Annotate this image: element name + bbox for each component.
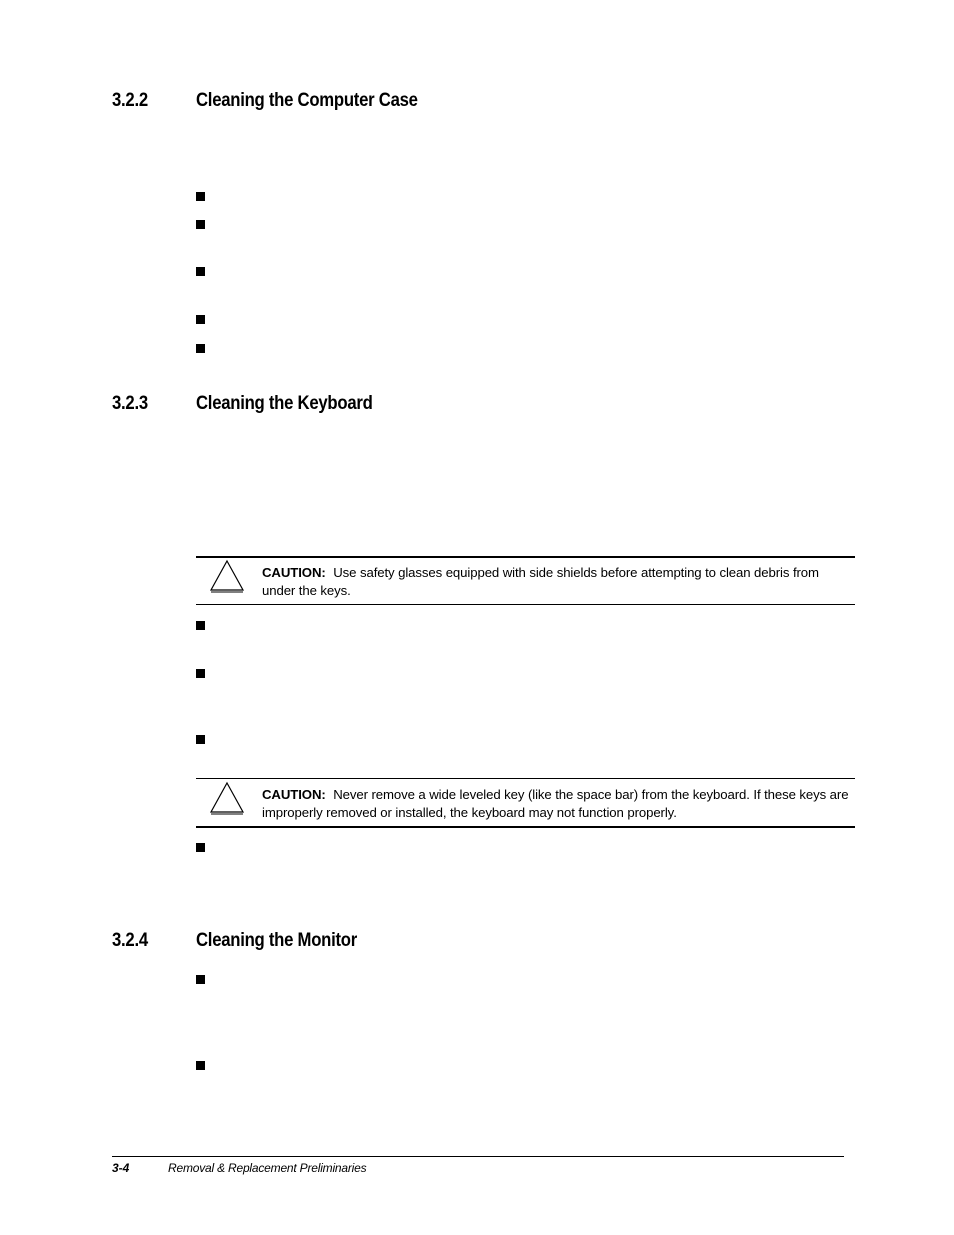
caution-note	[262, 786, 852, 822]
caution-top-rule	[196, 778, 855, 779]
square-bullet-icon	[196, 735, 205, 744]
page-number: 3-4	[112, 1161, 130, 1175]
square-bullet-icon	[196, 315, 205, 324]
section-title: Cleaning the Computer Case	[196, 90, 418, 111]
caution-note	[262, 564, 852, 600]
square-bullet-icon	[196, 220, 205, 229]
caution-text: Never remove a wide leveled key (like the space bar) from the keyboard. If these keys are improperly removed or installed, the keyboard may not function properly.	[262, 787, 849, 820]
square-bullet-icon	[196, 267, 205, 276]
caution-bottom-rule	[196, 826, 855, 828]
caution-label: CAUTION:	[262, 565, 326, 580]
footer-title: Removal & Replacement Preliminaries	[168, 1161, 367, 1175]
caution-label: CAUTION:	[262, 787, 326, 802]
square-bullet-icon	[196, 344, 205, 353]
section-title: Cleaning the Keyboard	[196, 393, 373, 414]
caution-bottom-rule	[196, 604, 855, 605]
caution-triangle-icon	[208, 559, 246, 593]
section-title: Cleaning the Monitor	[196, 930, 357, 951]
caution-top-rule	[196, 556, 855, 558]
section-number: 3.2.2	[112, 90, 148, 111]
caution-triangle-icon	[208, 781, 246, 815]
section-number: 3.2.4	[112, 930, 148, 951]
square-bullet-icon	[196, 669, 205, 678]
square-bullet-icon	[196, 975, 205, 984]
footer-rule	[112, 1156, 844, 1157]
section-number: 3.2.3	[112, 393, 148, 414]
square-bullet-icon	[196, 192, 205, 201]
square-bullet-icon	[196, 1061, 205, 1070]
square-bullet-icon	[196, 621, 205, 630]
square-bullet-icon	[196, 843, 205, 852]
caution-text: Use safety glasses equipped with side shields before attempting to clean debris from under the keys.	[262, 565, 819, 598]
